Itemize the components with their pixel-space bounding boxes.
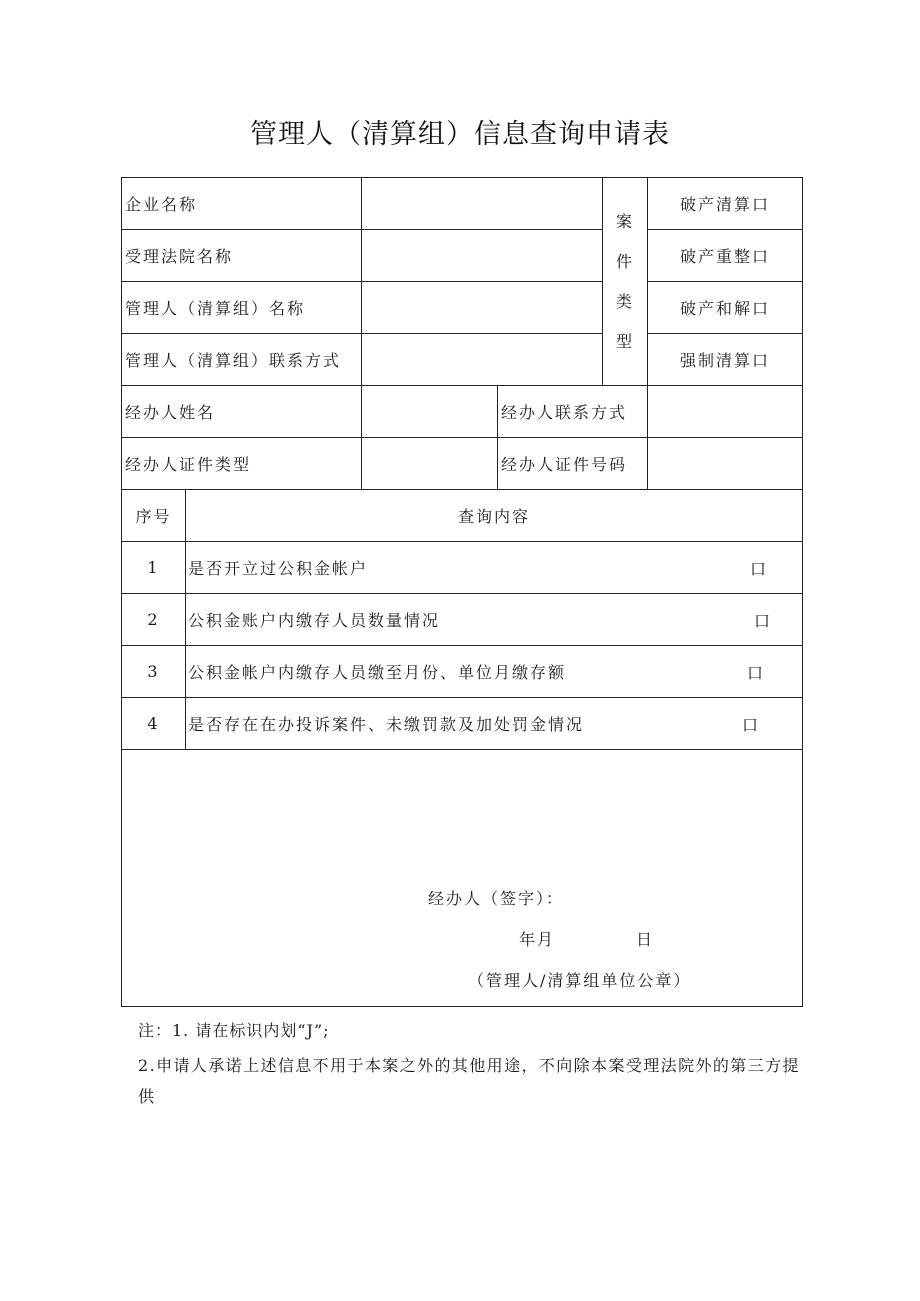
manager-contact-field[interactable] — [362, 334, 603, 386]
handler-contact-label: 经办人联系方式 — [498, 386, 648, 438]
court-name-field[interactable] — [362, 230, 603, 282]
row-manager-name — [122, 282, 803, 334]
signature-row — [122, 750, 803, 1007]
signature-area — [122, 750, 803, 1007]
row-handler-name — [122, 386, 803, 438]
handler-name-field[interactable] — [362, 386, 498, 438]
application-form-table — [121, 177, 803, 1007]
handler-id-number-label: 经办人证件号码 — [498, 438, 648, 490]
handler-id-type-field[interactable] — [362, 438, 498, 490]
handler-signature-label: 经办人（签字）： — [428, 889, 565, 908]
query-item-content — [186, 542, 803, 594]
handler-contact-field[interactable] — [648, 386, 803, 438]
case-type-char: 件 — [616, 251, 635, 271]
query-item-row — [122, 594, 803, 646]
query-item-text: 是否存在在办投诉案件、未缴罚款及加处罚金情况 — [188, 715, 585, 734]
query-header-row — [122, 490, 803, 542]
query-item-row — [122, 542, 803, 594]
case-type-option-forced-liquidation[interactable]: 强制清算口 — [648, 334, 803, 386]
manager-name-label: 管理人（清算组）名称 — [122, 282, 362, 334]
query-item-no: 2 — [122, 594, 186, 646]
query-item-no: 4 — [122, 698, 186, 750]
company-name-field[interactable] — [362, 178, 603, 230]
case-type-option-liquidation[interactable]: 破产清算口 — [648, 178, 803, 230]
query-item-checkbox[interactable]: 口 — [742, 715, 761, 734]
query-item-text: 公积金帐户内缴存人员缴至月份、单位月缴存额 — [188, 663, 567, 682]
manager-name-field[interactable] — [362, 282, 603, 334]
page-title: 管理人（清算组）信息查询申请表 — [250, 119, 670, 150]
company-name-label: 企业名称 — [122, 178, 362, 230]
query-item-no: 1 — [122, 542, 186, 594]
query-item-text: 是否开立过公积金帐户 — [188, 559, 369, 578]
seal-label: （管理人/清算组单位公章） — [468, 971, 692, 990]
note-2: 2.申请人承诺上述信息不用于本案之外的其他用途，不向除本案受理法院外的第三方提供 — [138, 1056, 800, 1106]
row-handler-id — [122, 438, 803, 490]
note-1: 注：1. 请在标识内划“J”; — [138, 1021, 330, 1040]
query-item-row — [122, 646, 803, 698]
query-item-checkbox[interactable]: 口 — [747, 663, 766, 682]
handler-id-type-label: 经办人证件类型 — [122, 438, 362, 490]
row-court-name — [122, 230, 803, 282]
date-day-label: 日 — [636, 930, 655, 949]
handler-id-number-field[interactable] — [648, 438, 803, 490]
query-item-content — [186, 698, 803, 750]
case-type-char: 类 — [616, 291, 635, 311]
query-item-checkbox[interactable]: 口 — [750, 559, 769, 578]
query-item-content — [186, 594, 803, 646]
date-year-month-label: 年月 — [519, 930, 556, 949]
query-item-checkbox[interactable]: 口 — [754, 611, 773, 630]
case-type-char: 案 — [616, 211, 635, 231]
col-header-content: 查询内容 — [186, 490, 803, 542]
court-name-label: 受理法院名称 — [122, 230, 362, 282]
query-item-content — [186, 646, 803, 698]
case-type-option-settlement[interactable]: 破产和解口 — [648, 282, 803, 334]
case-type-char: 型 — [616, 331, 635, 351]
manager-contact-label: 管理人（清算组）联系方式 — [122, 334, 362, 386]
query-item-row — [122, 698, 803, 750]
handler-name-label: 经办人姓名 — [122, 386, 362, 438]
col-header-no: 序号 — [122, 490, 186, 542]
case-type-label — [603, 178, 648, 386]
case-type-option-reorganization[interactable]: 破产重整口 — [648, 230, 803, 282]
row-company-name — [122, 178, 803, 230]
query-item-no: 3 — [122, 646, 186, 698]
row-manager-contact — [122, 334, 803, 386]
query-item-text: 公积金账户内缴存人员数量情况 — [188, 611, 441, 630]
